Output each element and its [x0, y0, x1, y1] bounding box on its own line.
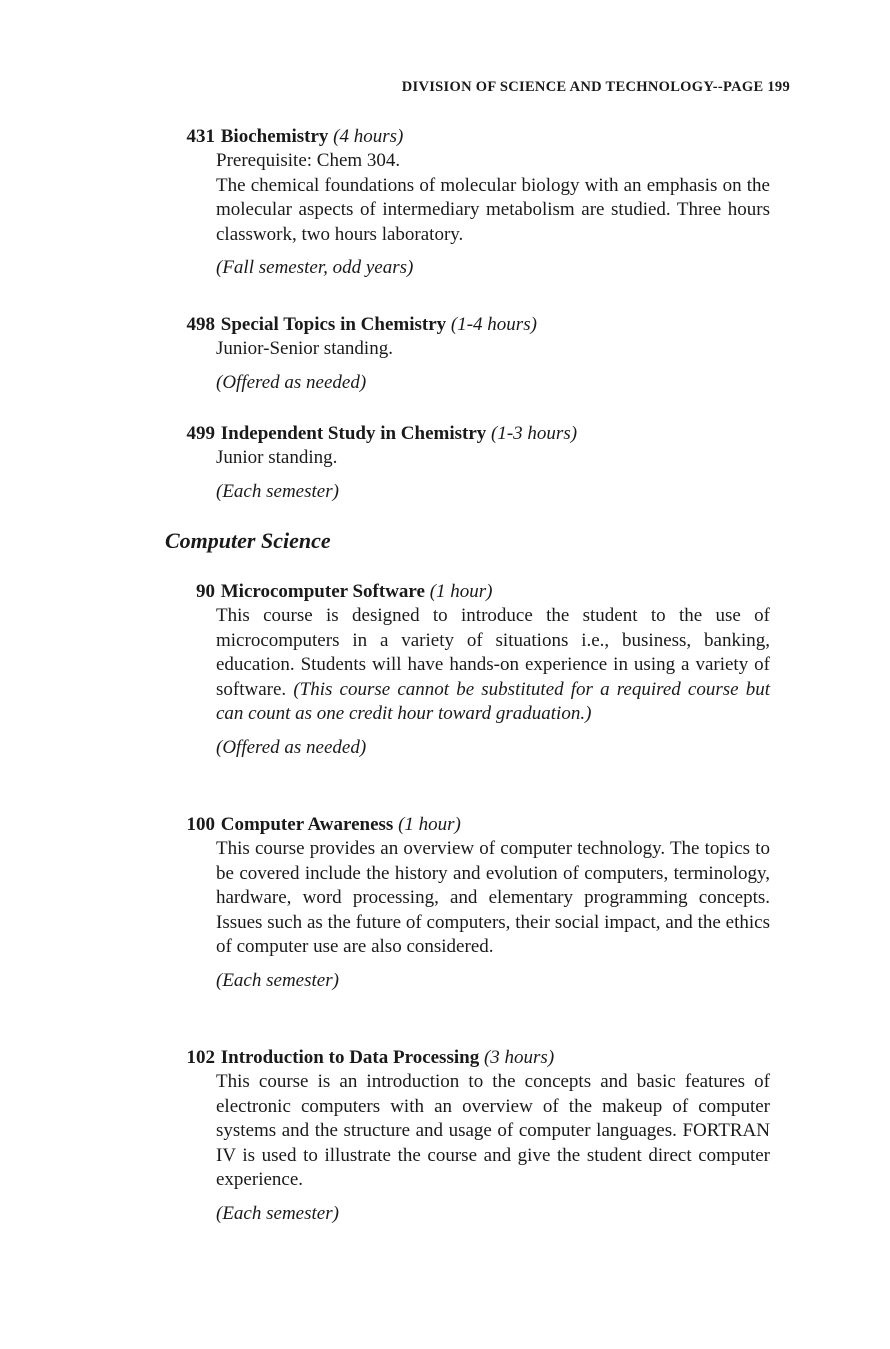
course-body — [216, 149, 770, 281]
course-number: 90 — [196, 581, 215, 602]
course-standing: Junior standing. — [216, 447, 338, 468]
course-body — [216, 1070, 770, 1226]
course-offering: (Fall semester, odd years) — [216, 257, 414, 278]
course-title: Independent Study in Chemistry — [220, 423, 487, 444]
course-offering: (Offered as needed) — [216, 736, 367, 758]
course-body — [216, 604, 770, 760]
course-title: Computer Awareness — [220, 814, 394, 835]
course-description: This course provides an overview of computer technology. The topics to be covered include the history and evolution of computers, terminology, hardware, word processing, and elementary programming concepts. Issues such as the future of computers, their social impact, and the ethics of computer use are also considered. — [216, 838, 770, 957]
course-heading — [165, 125, 770, 149]
course-number: 431 — [186, 126, 215, 147]
course-90 — [165, 580, 770, 760]
course-hours: (1-4 hours) — [450, 314, 537, 335]
course-offering: (Each semester) — [216, 480, 339, 502]
course-body — [216, 837, 770, 993]
course-description — [216, 604, 770, 727]
course-description: The chemical foundations of molecular biology with an emphasis on the molecular aspects of intermediary metabolism are studied. Three hours classwork, two hours laboratory. — [216, 174, 770, 245]
course-number: 102 — [186, 1047, 215, 1068]
course-hours: (3 hours) — [483, 1047, 555, 1068]
course-offering: (Each semester) — [216, 1202, 339, 1224]
course-499 — [165, 422, 770, 504]
course-title: Special Topics in Chemistry — [220, 314, 447, 335]
course-102 — [165, 1046, 770, 1226]
course-title: Biochemistry — [220, 126, 329, 147]
course-prerequisite: Prerequisite: Chem 304. — [216, 150, 401, 171]
course-hours: (1 hour) — [398, 814, 461, 835]
course-description: This course is an introduction to the concepts and basic features of electronic computers with an overview of the makeup of computer systems and the structure and usage of computer languages. FORTRAN IV is used to illustrate the course and give the student direct computer experience. — [216, 1071, 770, 1190]
course-hours: (4 hours) — [333, 126, 404, 147]
course-note: (This course cannot be substituted for a required course but can count as one credit hour toward graduation.) — [216, 678, 770, 724]
course-100 — [165, 813, 770, 993]
section-heading: Computer Science — [165, 528, 331, 553]
course-hours: (1 hour) — [429, 581, 493, 602]
course-offering: (Each semester) — [216, 969, 339, 991]
course-number: 100 — [186, 814, 215, 835]
course-title: Introduction to Data Processing — [220, 1047, 480, 1068]
course-498 — [165, 313, 770, 395]
course-body — [216, 337, 770, 395]
course-offering: (Offered as needed) — [216, 371, 367, 393]
course-heading — [165, 580, 770, 604]
course-heading — [165, 1046, 770, 1070]
course-description-text: This course is designed to introduce the student to the use of microcomputers in a variety of situations i.e., business, banking, education. Students will have hands-on experience in using a variety of software. — [216, 605, 770, 700]
course-number: 499 — [186, 423, 215, 444]
course-431 — [165, 125, 770, 281]
course-number: 498 — [186, 314, 215, 335]
course-heading — [165, 313, 770, 337]
course-title: Microcomputer Software — [220, 581, 425, 602]
course-body — [216, 446, 770, 504]
running-head: DIVISION OF SCIENCE AND TECHNOLOGY--PAGE 199 — [401, 79, 790, 95]
course-heading — [165, 422, 770, 446]
course-heading — [165, 813, 770, 837]
course-standing: Junior-Senior standing. — [216, 338, 393, 359]
course-hours: (1-3 hours) — [491, 423, 578, 444]
